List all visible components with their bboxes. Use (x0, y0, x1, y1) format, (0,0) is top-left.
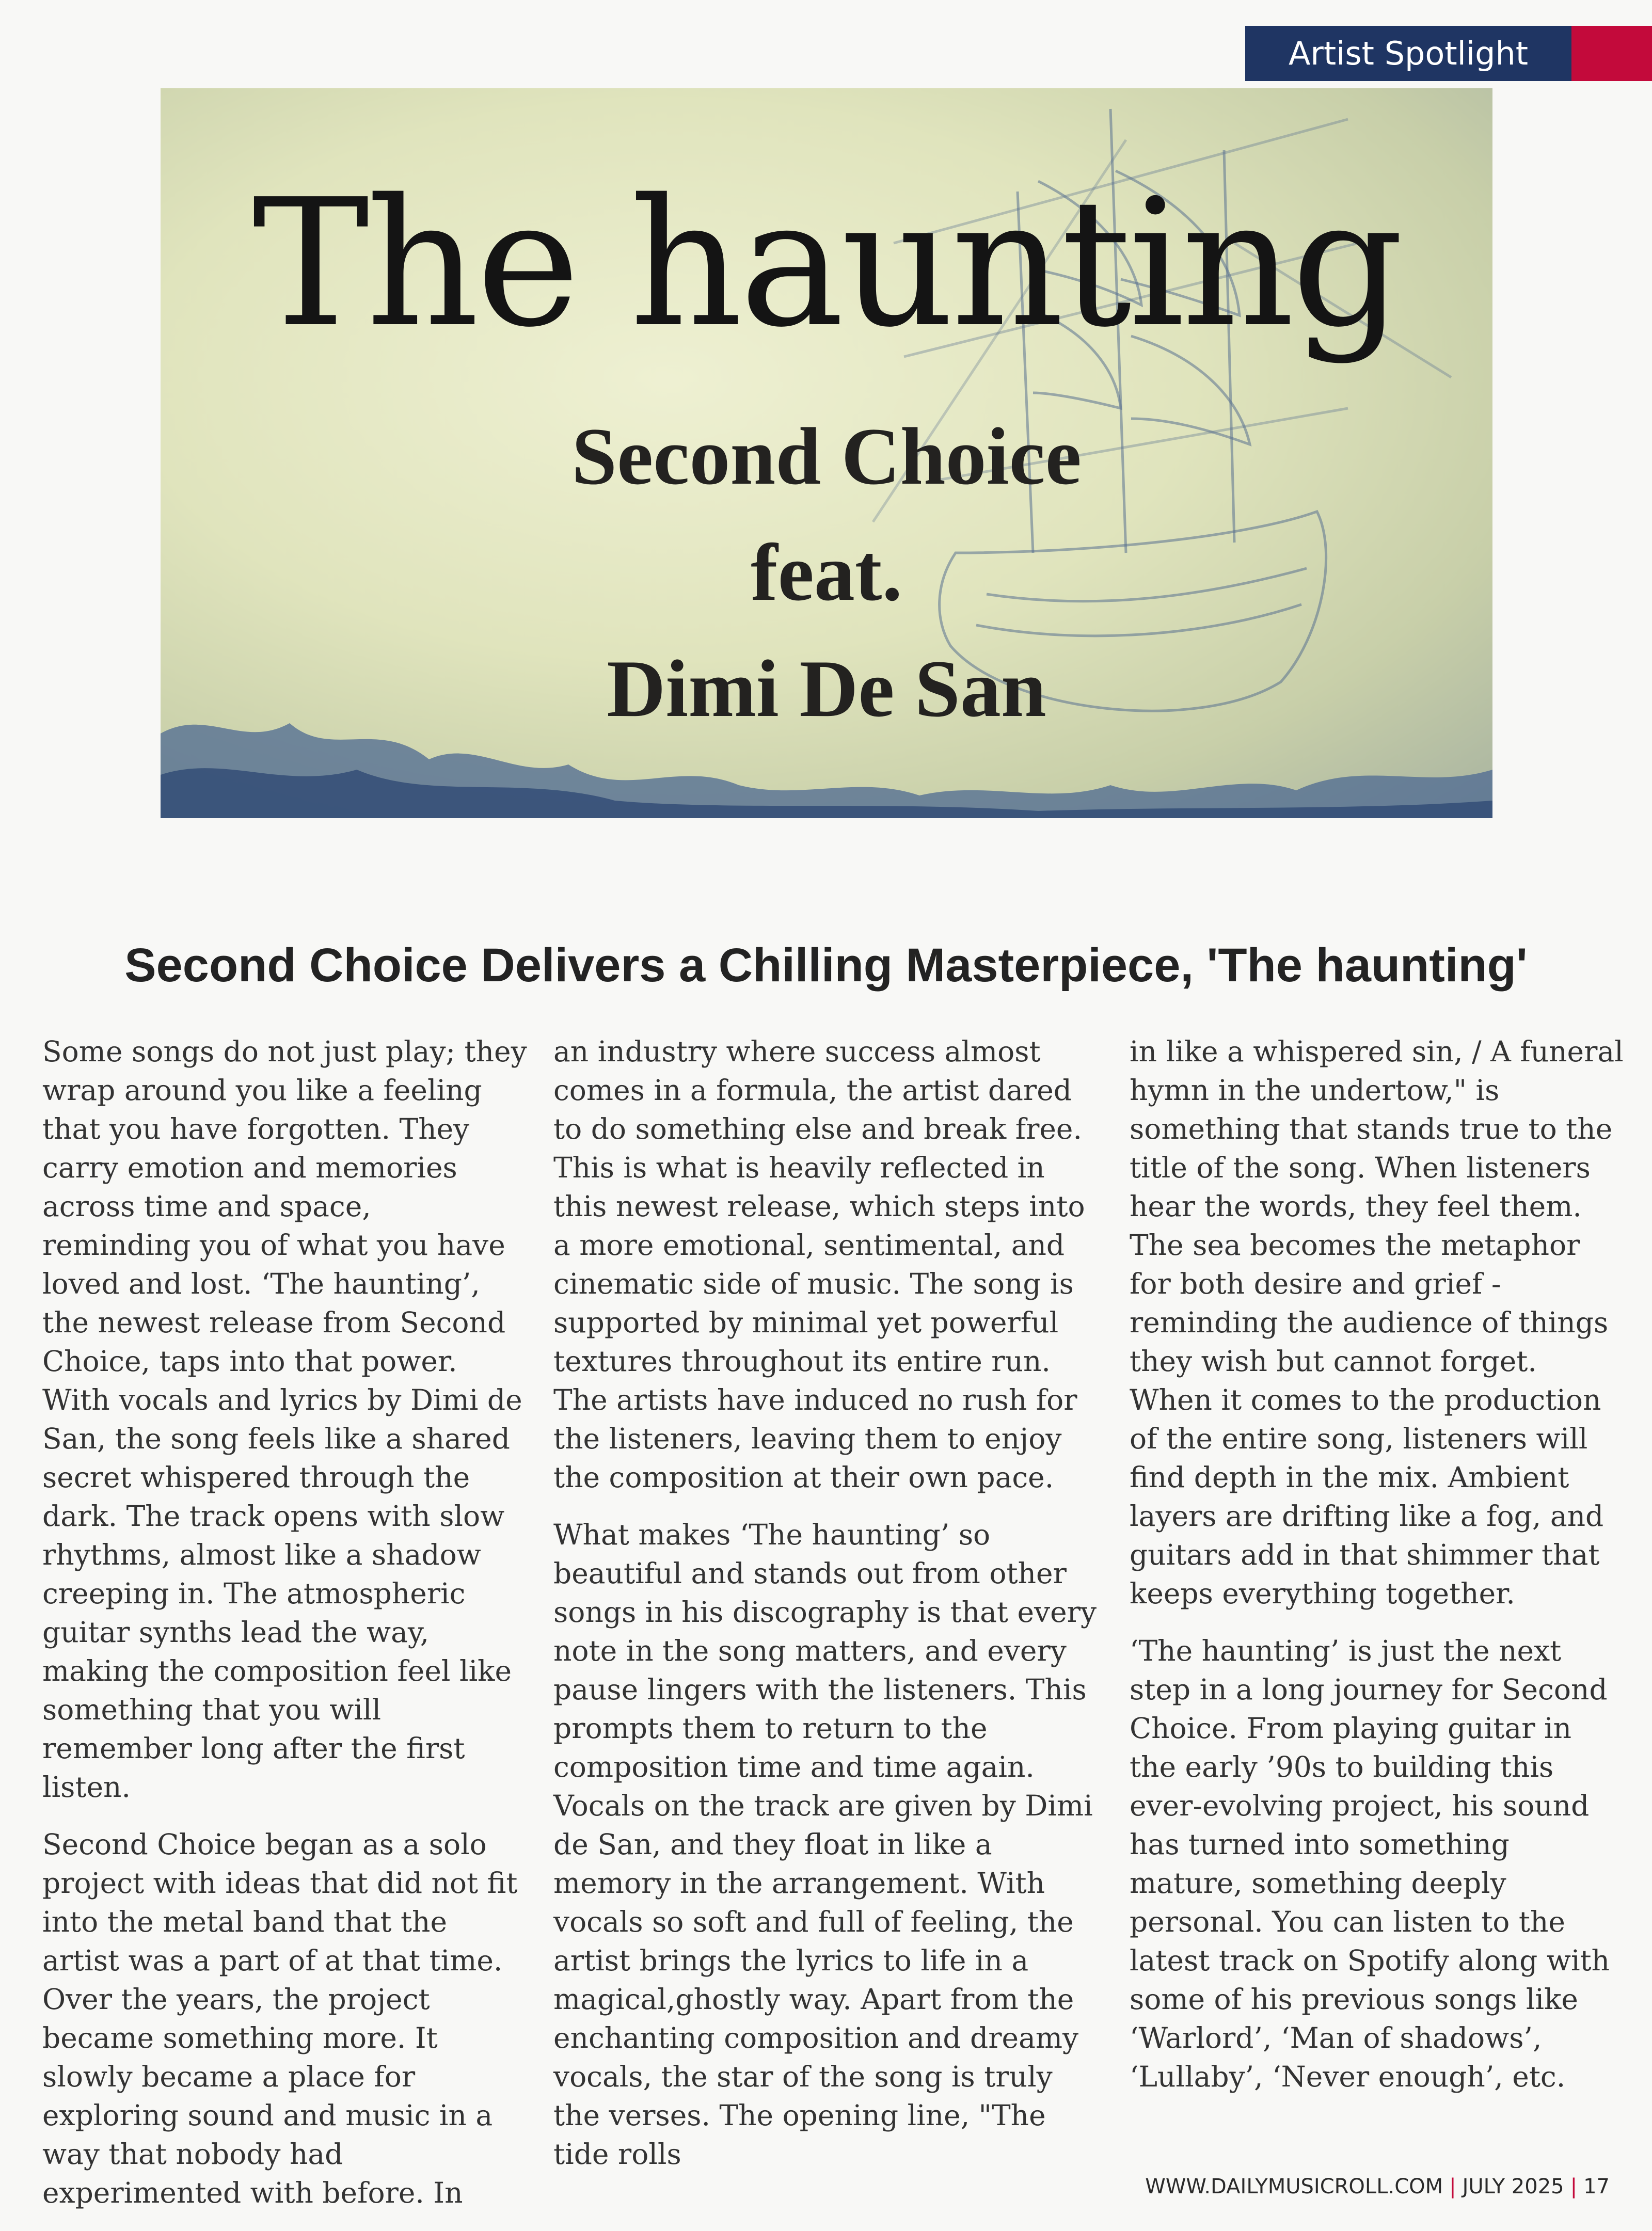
paragraph: Second Choice began as a solo project with ideas that did not fit into the metal band that the artist was a part of at that time. Over the years, the project became something more. It slowly became a place for exploring sound and music in a way that nobody had experimented with before. In (42, 1828, 518, 2209)
page-footer (1145, 2175, 1610, 2198)
paragraph: ‘The haunting’ is just the next step in a long journey for Second Choice. From playing guitar in the early ’90s to building this ever-evolving project, his sound has turned into something mature, something deeply personal. You can listen to the latest track on Spotify along with some of his previous songs like ‘Warlord’, ‘Man of shadows’, ‘Lullaby’, ‘Never enough’, etc. (1130, 1634, 1610, 2093)
cover-title: The haunting (252, 162, 1401, 366)
article-column-2 (553, 1032, 1101, 2192)
paragraph: What makes ‘The haunting’ so beautiful and stands out from other songs in his discography is that every note in the song matters, and every pause lingers with the listeners. This prompts them to return to the composition time and time again. Vocals on the track are given by Dimi de San, and they float in like a memory in the arrangement. With vocals so soft and full of feeling, the artist brings the lyrics to life in a magical,ghostly way. Apart from the enchanting composition and dreamy vocals, the star of the song is truly the verses. The opening line, "The tide rolls (553, 1518, 1097, 2171)
section-tag-accent (1571, 26, 1652, 81)
paragraph: an industry where success almost comes in a formula, the artist dared to do something else and break free. This is what is heavily reflected in this newest release, which steps into a more emotional, sentimental, and cinematic side of music. The song is supported by minimal yet powerful textures throughout its entire run. The artists have induced no rush for the listeners, leaving them to enjoy the composition at their own pace. (553, 1035, 1085, 1494)
section-tag: Artist Spotlight (1245, 26, 1571, 81)
article-column-1 (42, 1032, 528, 2231)
cover-guest-artist: Dimi De San (607, 644, 1046, 734)
paragraph: in like a whispered sin, / A funeral hymn in the undertow," is something that stands true to the title of the song. When listeners hear the words, they feel them. The sea becomes the metaphor for both desire and grief - reminding the audience of things they wish but cannot forget. When it comes to the production of the entire song, listeners will find depth in the mix. Ambient layers are drifting like a fog, and guitars add in that shimmer that keeps everything together. (1130, 1035, 1624, 1610)
footer-separator: | (1570, 2175, 1578, 2198)
footer-separator: | (1449, 2175, 1456, 2198)
footer-issue: JULY 2025 (1462, 2175, 1564, 2198)
page-number: 17 (1583, 2175, 1610, 2198)
paragraph: Some songs do not just play; they wrap around you like a feeling that you have forgotten. They carry emotion and memories across time and space, reminding you of what you have loved and lost. ‘The haunting’, the newest release from Second Choice, taps into that power. With vocals and lyrics by Dimi de San, the song feels like a shared secret whispered through the dark. The track opens with slow rhythms, almost like a shadow creeping in. The atmospheric guitar synths lead the way, making the composition feel like something that you will remember long after the first listen. (42, 1035, 527, 1804)
cover-artist: Second Choice (571, 411, 1082, 502)
cover-art (161, 88, 1492, 818)
article-column-3 (1130, 1032, 1625, 2115)
cover-feat: feat. (751, 528, 902, 618)
article-headline: Second Choice Delivers a Chilling Masterpiece, 'The haunting' (124, 939, 1528, 992)
footer-website: WWW.DAILYMUSICROLL.COM (1145, 2175, 1443, 2198)
